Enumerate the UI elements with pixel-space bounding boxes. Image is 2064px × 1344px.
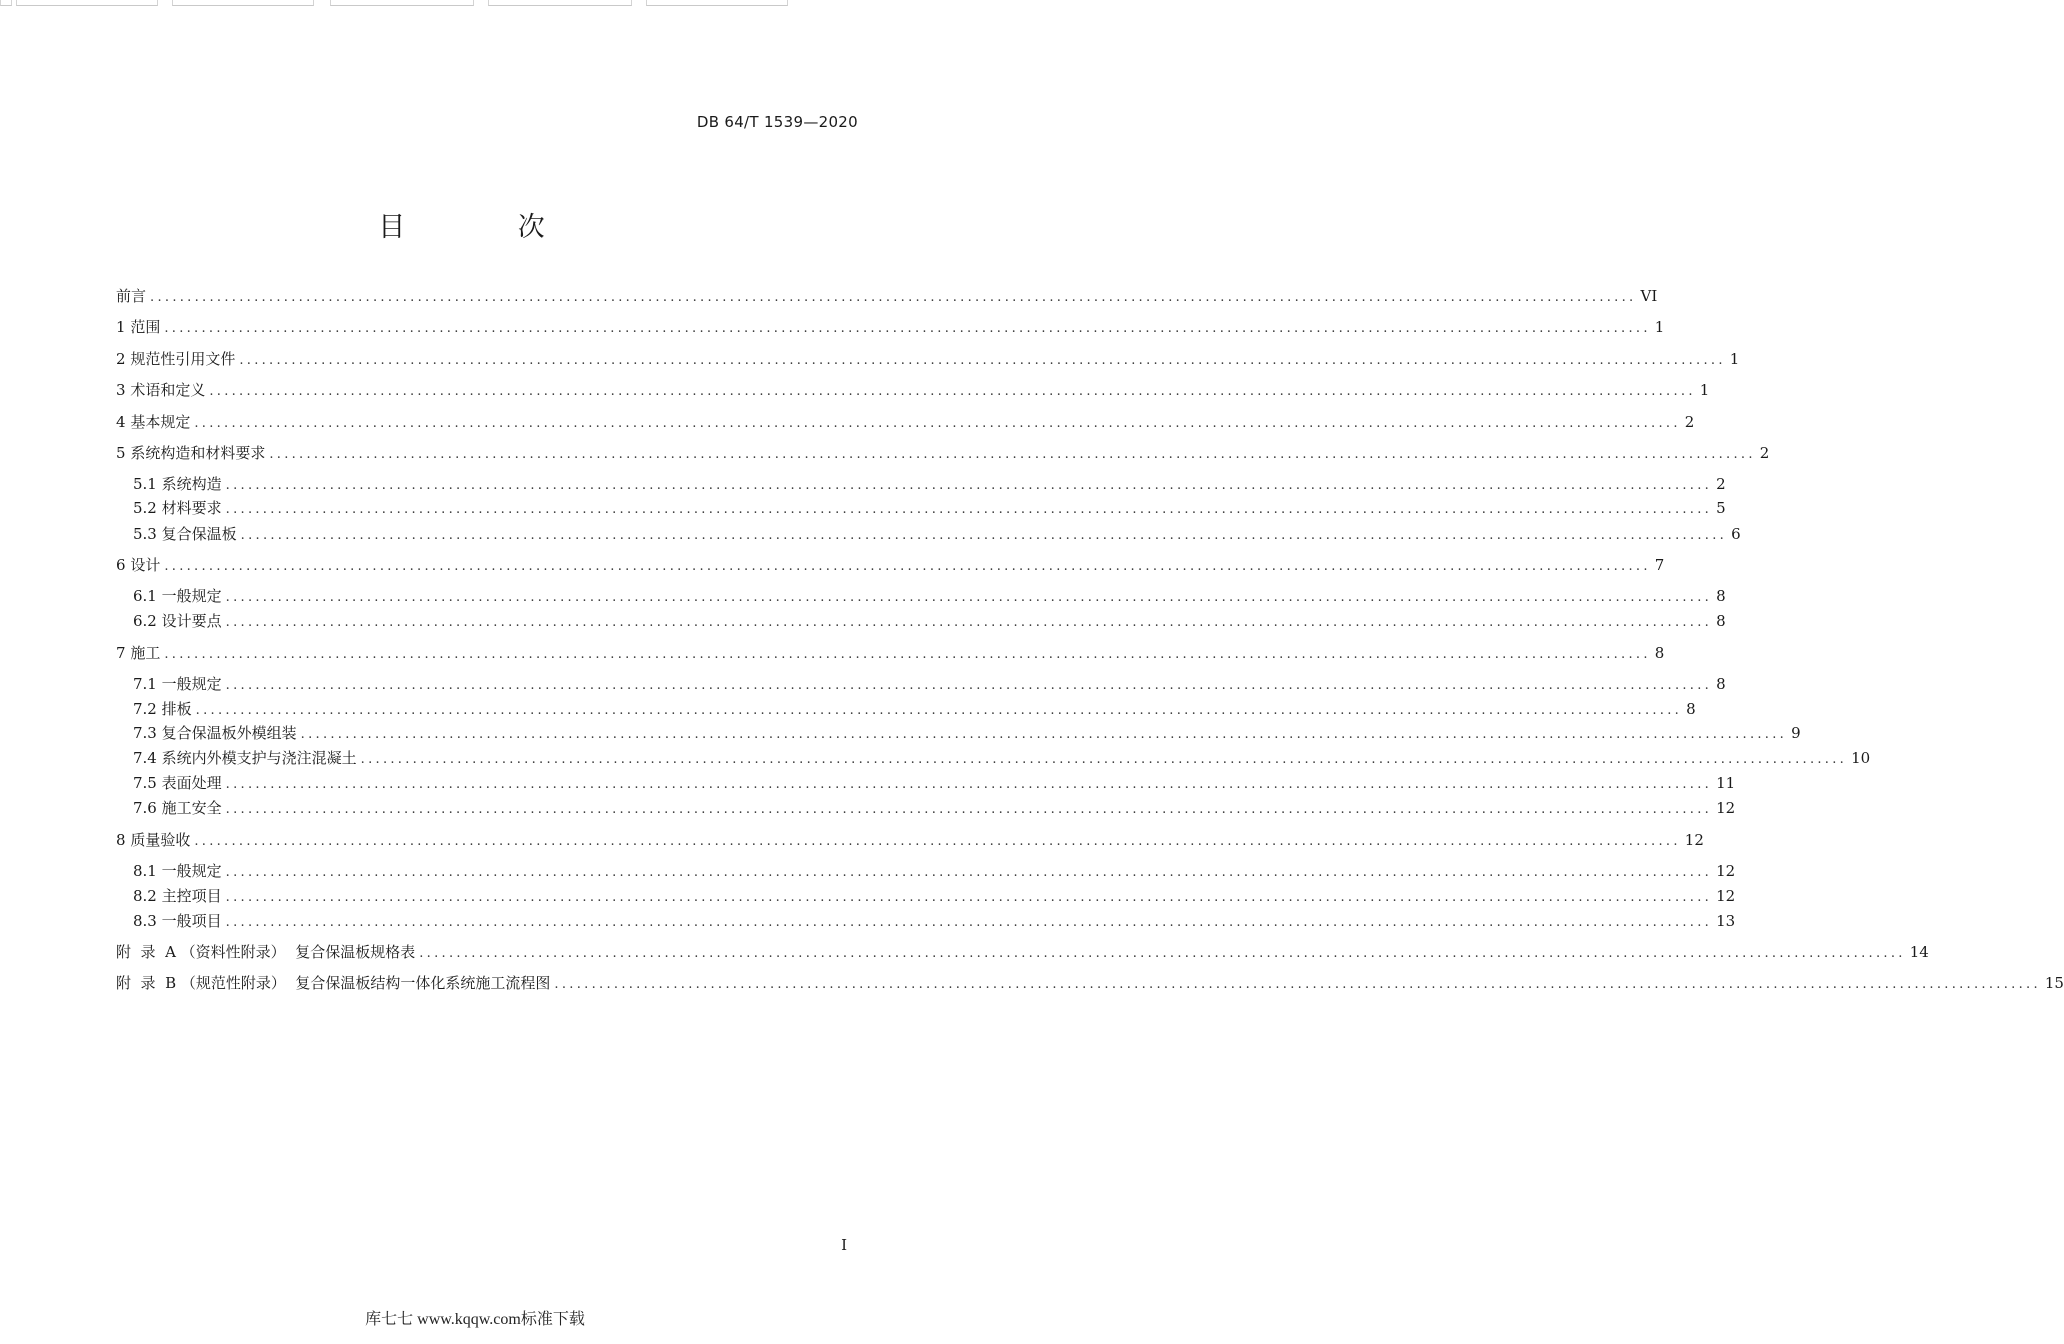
toc-leader-dots: ........................................................................................................................................................................................................ bbox=[225, 478, 1713, 493]
toc-entry-page: 2 bbox=[1716, 475, 1726, 493]
toc-leader-dots: ........................................................................................................................................................................................................ bbox=[225, 915, 1713, 930]
toc-leader-dots: ........................................................................................................................................................................................................ bbox=[194, 834, 1681, 849]
toc-entry-number: 4 bbox=[116, 413, 131, 431]
toc-entry-number: 5 bbox=[116, 444, 131, 462]
toc-leader-dots: ........................................................................................................................................................................................................ bbox=[195, 703, 1683, 718]
toc-entry bbox=[133, 772, 1736, 794]
toc-leader-dots: ........................................................................................................................................................................................................ bbox=[150, 290, 1637, 305]
toc-leader-dots: ........................................................................................................................................................................................................ bbox=[225, 890, 1713, 905]
toc-entry-page: 12 bbox=[1716, 799, 1736, 817]
toc-entry-title: 复合保温板 bbox=[161, 525, 237, 543]
toc-entry-title: 规范性引用文件 bbox=[130, 350, 236, 368]
toc-entry-page: 8 bbox=[1716, 587, 1726, 605]
toc-entry-page: 15 bbox=[2044, 974, 2064, 992]
toc-entry-number: 6.1 bbox=[133, 587, 162, 605]
toc-leader-dots: ........................................................................................................................................................................................................ bbox=[164, 559, 1651, 574]
toc-entry-title: 系统内外模支护与浇注混凝土 bbox=[161, 749, 357, 767]
toc-entry-number: 8.3 bbox=[133, 912, 162, 930]
toc-entry-page: VI bbox=[1640, 287, 1658, 305]
toc-entry bbox=[133, 797, 1736, 819]
toc-entry-title: 前言 bbox=[116, 287, 147, 305]
toc-entry-number: 8 bbox=[116, 831, 131, 849]
toc-entry-page: 5 bbox=[1716, 499, 1726, 517]
toc-entry-title: 系统构造和材料要求 bbox=[130, 444, 266, 462]
toc-entry bbox=[116, 941, 1929, 963]
toc-entry-title: 一般规定 bbox=[161, 675, 222, 693]
toc-entry-page: 1 bbox=[1729, 350, 1740, 368]
toc-entry bbox=[133, 698, 1696, 720]
toc-entry bbox=[116, 348, 1740, 370]
toc-leader-dots: ........................................................................................................................................................................................................ bbox=[209, 384, 1696, 399]
toc-entry-page: 6 bbox=[1731, 525, 1741, 543]
toc-entry-title: 设计要点 bbox=[161, 612, 222, 630]
toc-entry-number: 6.2 bbox=[133, 612, 162, 630]
toc-entry-number: 8.2 bbox=[133, 887, 162, 905]
toc-entry bbox=[116, 642, 1665, 664]
toc-entry-number: 附 录 B （规范性附录） bbox=[116, 974, 296, 992]
document-code: DB 64/T 1539—2020 bbox=[696, 113, 858, 131]
toc-entry-number: 1 bbox=[116, 318, 131, 336]
toc-entry-title: 施工安全 bbox=[161, 799, 222, 817]
toc-entry-title: 施工 bbox=[130, 644, 161, 662]
toc-entry-page: 9 bbox=[1791, 724, 1801, 742]
toc-entry-page: 12 bbox=[1716, 887, 1736, 905]
toc-entry bbox=[133, 473, 1726, 495]
toc-entry-title: 排板 bbox=[161, 700, 192, 718]
toc-leader-dots: ........................................................................................................................................................................................................ bbox=[194, 416, 1681, 431]
toc-leader-dots: ........................................................................................................................................................................................................ bbox=[164, 647, 1651, 662]
toc-leader-dots: ........................................................................................................................................................................................................ bbox=[240, 528, 1728, 543]
toc-entry bbox=[133, 860, 1736, 882]
toc-entry-number: 5.2 bbox=[133, 499, 162, 517]
toc-entry-page: 13 bbox=[1716, 912, 1736, 930]
toc-entry-number: 7.1 bbox=[133, 675, 162, 693]
toc-entry-page: 2 bbox=[1759, 444, 1770, 462]
toc-entry bbox=[116, 379, 1710, 401]
toc-entry-title: 复合保温板结构一体化系统施工流程图 bbox=[295, 974, 551, 992]
toc-entry bbox=[116, 442, 1770, 464]
toc-entry-title: 复合保温板外模组装 bbox=[161, 724, 297, 742]
toc-entry-number: 7.2 bbox=[133, 700, 162, 718]
toc-entry-number: 7 bbox=[116, 644, 131, 662]
toc-entry bbox=[133, 610, 1726, 632]
toc-entry-title: 范围 bbox=[130, 318, 161, 336]
toc-entry-title: 材料要求 bbox=[161, 499, 222, 517]
toc-leader-dots: ........................................................................................................................................................................................................ bbox=[269, 447, 1756, 462]
toc-entry-page: 14 bbox=[1909, 943, 1929, 961]
toc-entry-number: 3 bbox=[116, 381, 131, 399]
toc-entry-page: 7 bbox=[1654, 556, 1665, 574]
toc-entry bbox=[133, 910, 1736, 932]
toc-entry-title: 术语和定义 bbox=[130, 381, 206, 399]
toc-entry-page: 11 bbox=[1716, 774, 1736, 792]
toc-entry bbox=[133, 497, 1726, 519]
toc-entry-number: 7.4 bbox=[133, 749, 162, 767]
toc-leader-dots: ........................................................................................................................................................................................................ bbox=[225, 865, 1713, 880]
toc-entry-number: 2 bbox=[116, 350, 131, 368]
page-title: 目 次 bbox=[378, 212, 597, 243]
toc-entry-title: 表面处理 bbox=[161, 774, 222, 792]
toc-entry-page: 8 bbox=[1654, 644, 1665, 662]
toc-entry-title: 一般规定 bbox=[161, 587, 222, 605]
toc-entry-number: 6 bbox=[116, 556, 131, 574]
toc-entry-page: 10 bbox=[1851, 749, 1871, 767]
toc-entry-page: 1 bbox=[1699, 381, 1710, 399]
toc-entry-page: 8 bbox=[1686, 700, 1696, 718]
toc-entry-page: 8 bbox=[1716, 675, 1726, 693]
toc-leader-dots: ........................................................................................................................................................................................................ bbox=[164, 321, 1651, 336]
toc-entry-number: 7.6 bbox=[133, 799, 162, 817]
toc-entry-title: 复合保温板规格表 bbox=[295, 943, 416, 961]
toc-entry bbox=[116, 285, 1658, 307]
toc-entry bbox=[133, 673, 1726, 695]
toc-entry bbox=[133, 523, 1741, 545]
toc-entry-title: 质量验收 bbox=[130, 831, 191, 849]
toc-entry-number: 5.1 bbox=[133, 475, 162, 493]
toc-entry bbox=[116, 554, 1665, 576]
toc-entry-number: 5.3 bbox=[133, 525, 162, 543]
toc-entry-page: 12 bbox=[1716, 862, 1736, 880]
toc-entry-title: 系统构造 bbox=[161, 475, 222, 493]
toc-leader-dots: ........................................................................................................................................................................................................ bbox=[239, 353, 1726, 368]
toc-entry bbox=[133, 885, 1736, 907]
page-number: I bbox=[841, 1236, 847, 1254]
toc-leader-dots: ........................................................................................................................................................................................................ bbox=[225, 590, 1713, 605]
toc-leader-dots: ........................................................................................................................................................................................................ bbox=[554, 977, 2041, 992]
toc-leader-dots: ........................................................................................................................................................................................................ bbox=[300, 727, 1788, 742]
toc-entry-page: 1 bbox=[1654, 318, 1665, 336]
toc-leader-dots: ........................................................................................................................................................................................................ bbox=[225, 802, 1713, 817]
toc-leader-dots: ........................................................................................................................................................................................................ bbox=[225, 502, 1713, 517]
toc-entry bbox=[116, 972, 2064, 994]
toc-entry-title: 设计 bbox=[130, 556, 161, 574]
toc-entry bbox=[116, 411, 1695, 433]
toc-leader-dots: ........................................................................................................................................................................................................ bbox=[360, 752, 1848, 767]
toc-leader-dots: ........................................................................................................................................................................................................ bbox=[419, 946, 1906, 961]
toc-entry-title: 一般项目 bbox=[161, 912, 222, 930]
toc-leader-dots: ........................................................................................................................................................................................................ bbox=[225, 777, 1713, 792]
toc-entry-number: 7.5 bbox=[133, 774, 162, 792]
toc-entry-title: 基本规定 bbox=[130, 413, 191, 431]
toc-entry-page: 8 bbox=[1716, 612, 1726, 630]
toc-entry-number: 附 录 A （资料性附录） bbox=[116, 943, 296, 961]
toc-entry bbox=[116, 829, 1704, 851]
toc-entry-number: 7.3 bbox=[133, 724, 162, 742]
toc-entry-title: 一般规定 bbox=[161, 862, 222, 880]
toc-entry-page: 2 bbox=[1684, 413, 1695, 431]
toc-leader-dots: ........................................................................................................................................................................................................ bbox=[225, 615, 1713, 630]
footer-watermark: 库七七 www.kqqw.com标准下载 bbox=[365, 1311, 585, 1328]
toc-entry bbox=[133, 747, 1871, 769]
toc-leader-dots: ........................................................................................................................................................................................................ bbox=[225, 678, 1713, 693]
toc-entry bbox=[133, 585, 1726, 607]
toc-entry-page: 12 bbox=[1684, 831, 1704, 849]
toc-entry-title: 主控项目 bbox=[161, 887, 222, 905]
toc-entry bbox=[116, 316, 1665, 338]
toc-entry-number: 8.1 bbox=[133, 862, 162, 880]
toc-entry bbox=[133, 722, 1801, 744]
